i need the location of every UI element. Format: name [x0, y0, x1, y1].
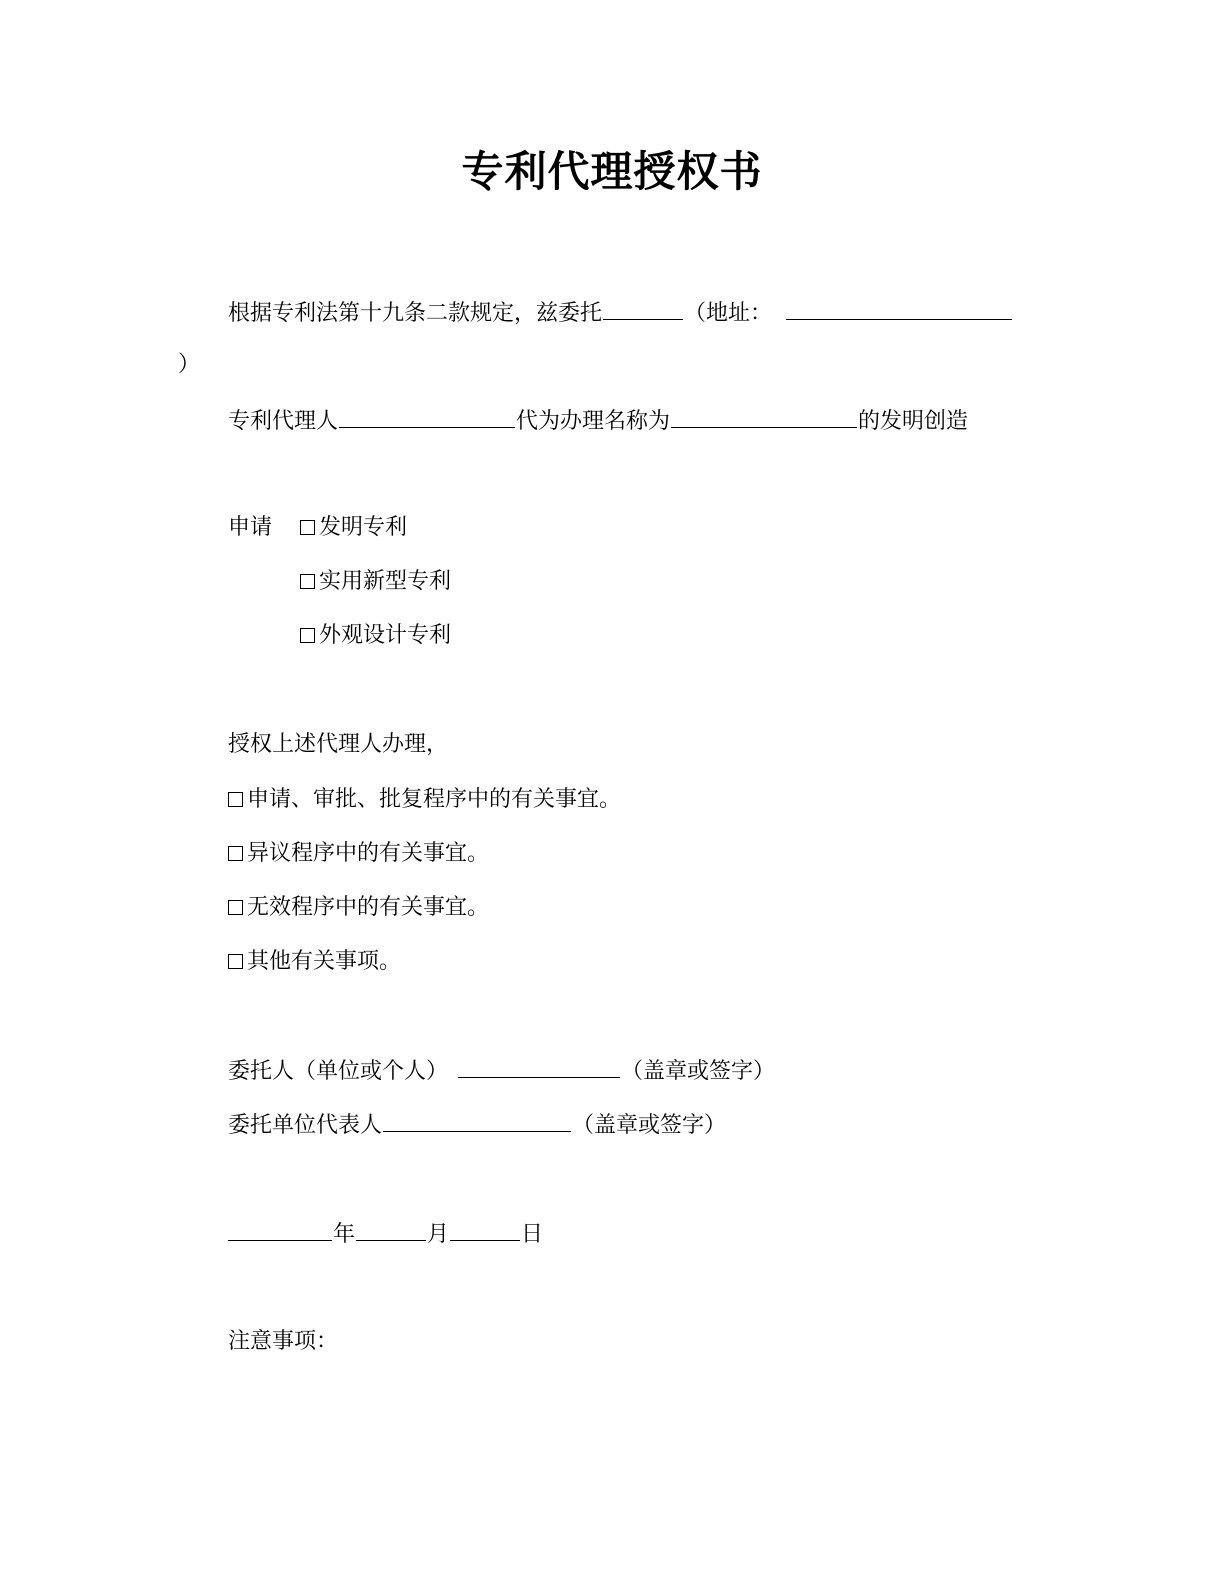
- checkbox-icon[interactable]: [228, 846, 243, 861]
- apply-label: 申请: [228, 515, 273, 540]
- agent-label: 专利代理人: [228, 409, 339, 434]
- document-title: 专利代理授权书: [461, 147, 763, 196]
- year-label: 年: [333, 1222, 356, 1247]
- checkbox-icon[interactable]: [300, 628, 315, 643]
- authorize-item-opposition[interactable]: [228, 839, 489, 869]
- principal-suffix: （盖章或签字）: [621, 1059, 776, 1084]
- day-label: 日: [521, 1222, 544, 1247]
- option-label: 发明专利: [319, 515, 408, 540]
- option-utility-model[interactable]: [300, 567, 451, 597]
- principal-line: [228, 1055, 775, 1087]
- principal-signature-field[interactable]: [458, 1055, 620, 1078]
- close-paren: ）: [178, 352, 201, 377]
- authorize-intro: 授权上述代理人办理，: [228, 732, 449, 757]
- authorize-item-label: 其他有关事项。: [247, 949, 402, 974]
- month-label: 月: [427, 1222, 450, 1247]
- option-design[interactable]: [300, 621, 451, 651]
- authorize-item-other[interactable]: [228, 947, 401, 977]
- representative-line: [228, 1109, 726, 1141]
- representative-label: 委托单位代表人: [228, 1113, 383, 1138]
- checkbox-icon[interactable]: [228, 900, 243, 915]
- entrust-text: 根据专利法第十九条二款规定，兹委托: [228, 301, 603, 326]
- option-label: 实用新型专利: [319, 569, 452, 594]
- invention-label: 代为办理名称为: [516, 409, 671, 434]
- entrust-line: [228, 297, 1013, 329]
- checkbox-icon[interactable]: [300, 574, 315, 589]
- address-field[interactable]: [786, 297, 1012, 320]
- date-line: [228, 1218, 543, 1250]
- authorize-item-label: 异议程序中的有关事宜。: [247, 841, 490, 866]
- principal-label: 委托人（单位或个人）: [228, 1059, 449, 1084]
- day-field[interactable]: [450, 1218, 520, 1241]
- invention-name-field[interactable]: [671, 405, 857, 428]
- authorize-item-application[interactable]: [228, 785, 621, 815]
- year-field[interactable]: [228, 1218, 332, 1241]
- authorize-item-label: 申请、审批、批复程序中的有关事宜。: [247, 787, 622, 812]
- authorize-item-label: 无效程序中的有关事宜。: [247, 895, 490, 920]
- checkbox-icon[interactable]: [228, 792, 243, 807]
- month-field[interactable]: [356, 1218, 426, 1241]
- representative-suffix: （盖章或签字）: [572, 1113, 727, 1138]
- option-invention[interactable]: [300, 513, 407, 543]
- checkbox-icon[interactable]: [300, 520, 315, 535]
- notes-label: 注意事项：: [228, 1329, 339, 1354]
- address-label: （地址：: [684, 301, 773, 326]
- checkbox-icon[interactable]: [228, 954, 243, 969]
- agent-line: [228, 405, 968, 437]
- invention-suffix: 的发明创造: [858, 409, 969, 434]
- agent-name-field[interactable]: [339, 405, 515, 428]
- option-label: 外观设计专利: [319, 623, 452, 648]
- agency-name-field[interactable]: [603, 297, 683, 320]
- representative-signature-field[interactable]: [383, 1109, 571, 1132]
- authorize-item-invalidation[interactable]: [228, 893, 489, 923]
